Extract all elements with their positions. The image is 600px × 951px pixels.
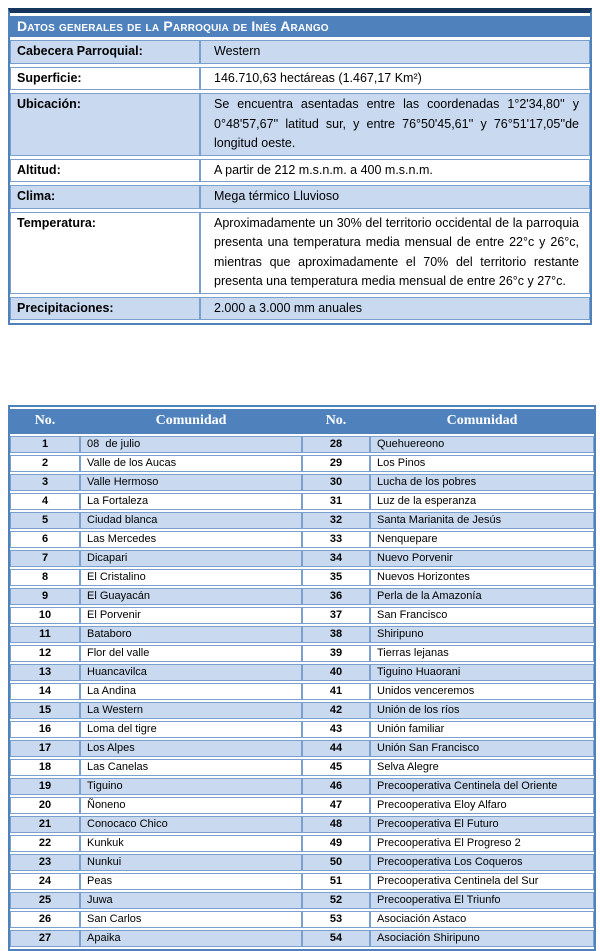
community-name-cell: Conocaco Chico [80, 816, 302, 833]
community-number-cell: 49 [302, 835, 370, 852]
community-table-row [10, 588, 594, 605]
community-number-cell: 7 [10, 550, 80, 567]
community-name-cell: Ñoneno [80, 797, 302, 814]
community-table-row [10, 512, 594, 529]
community-number-cell: 43 [302, 721, 370, 738]
community-number-cell: 53 [302, 911, 370, 928]
community-name-cell: Nunkui [80, 854, 302, 871]
community-name-cell: Nenquepare [370, 531, 594, 548]
community-number-cell: 37 [302, 607, 370, 624]
community-table-row [10, 455, 594, 472]
community-number-cell: 5 [10, 512, 80, 529]
community-name-cell: Asociación Shiripuno [370, 930, 594, 947]
info-row-value: Mega térmico Lluvioso [200, 185, 590, 209]
community-number-cell: 9 [10, 588, 80, 605]
community-number-cell: 25 [10, 892, 80, 909]
community-name-cell: Unidos venceremos [370, 683, 594, 700]
community-name-cell: El Cristalino [80, 569, 302, 586]
community-table-row [10, 721, 594, 738]
community-number-cell: 36 [302, 588, 370, 605]
community-number-cell: 38 [302, 626, 370, 643]
info-row-label: Superficie: [10, 67, 200, 91]
info-row-label: Ubicación: [10, 93, 200, 156]
community-name-cell: Valle Hermoso [80, 474, 302, 491]
general-data-table [8, 8, 592, 325]
community-number-cell: 33 [302, 531, 370, 548]
community-table-row [10, 873, 594, 890]
community-number-cell: 45 [302, 759, 370, 776]
general-data-title-row [10, 16, 590, 37]
community-name-cell: Juwa [80, 892, 302, 909]
community-table-row [10, 759, 594, 776]
info-row-value: Se encuentra asentadas entre las coordenadas 1°2'34,80'' y 0°48'57,67'' latitud sur, y entre 76°50'45,61'' y 76°51'17,05''de longitud oeste. [200, 93, 590, 156]
info-row-value: A partir de 212 m.s.n.m. a 400 m.s.n.m. [200, 159, 590, 183]
community-name-cell: Santa Marianita de Jesús [370, 512, 594, 529]
community-number-cell: 54 [302, 930, 370, 947]
community-name-cell: Loma del tigre [80, 721, 302, 738]
community-name-cell: Quehuereono [370, 436, 594, 453]
community-name-cell: Asociación Astaco [370, 911, 594, 928]
community-name-cell: Huancavilca [80, 664, 302, 681]
community-number-cell: 44 [302, 740, 370, 757]
community-table-row [10, 607, 594, 624]
community-number-cell: 3 [10, 474, 80, 491]
community-table-row [10, 740, 594, 757]
community-name-cell: Precooperativa Los Coqueros [370, 854, 594, 871]
community-name-cell: Shiripuno [370, 626, 594, 643]
community-number-cell: 6 [10, 531, 80, 548]
community-table-row [10, 854, 594, 871]
info-row-label: Altitud: [10, 159, 200, 183]
community-name-cell: Los Alpes [80, 740, 302, 757]
community-number-cell: 13 [10, 664, 80, 681]
community-number-cell: 50 [302, 854, 370, 871]
community-name-cell: Las Canelas [80, 759, 302, 776]
info-table-row [10, 185, 590, 209]
community-number-cell: 8 [10, 569, 80, 586]
community-name-cell: Bataboro [80, 626, 302, 643]
community-number-cell: 32 [302, 512, 370, 529]
community-number-cell: 16 [10, 721, 80, 738]
community-table-row [10, 911, 594, 928]
community-table-row [10, 493, 594, 510]
info-row-value: Western [200, 40, 590, 64]
community-name-cell: La Western [80, 702, 302, 719]
community-table-row [10, 474, 594, 491]
community-name-cell: Precooperativa Centinela del Oriente [370, 778, 594, 795]
column-header-no-2: No. [302, 409, 370, 434]
community-number-cell: 21 [10, 816, 80, 833]
community-table-row [10, 626, 594, 643]
community-number-cell: 18 [10, 759, 80, 776]
info-table-row [10, 159, 590, 183]
community-number-cell: 47 [302, 797, 370, 814]
community-number-cell: 51 [302, 873, 370, 890]
community-number-cell: 22 [10, 835, 80, 852]
community-name-cell: Valle de los Aucas [80, 455, 302, 472]
community-name-cell: La Andina [80, 683, 302, 700]
community-name-cell: Precooperativa El Triunfo [370, 892, 594, 909]
column-header-comunidad-1: Comunidad [80, 409, 302, 434]
community-name-cell: San Francisco [370, 607, 594, 624]
community-table-row [10, 436, 594, 453]
community-number-cell: 39 [302, 645, 370, 662]
community-number-cell: 17 [10, 740, 80, 757]
community-table-row [10, 645, 594, 662]
info-table-row [10, 93, 590, 156]
community-table-row [10, 892, 594, 909]
community-number-cell: 14 [10, 683, 80, 700]
community-number-cell: 11 [10, 626, 80, 643]
community-number-cell: 28 [302, 436, 370, 453]
community-name-cell: El Porvenir [80, 607, 302, 624]
community-name-cell: Selva Alegre [370, 759, 594, 776]
info-row-label: Precipitaciones: [10, 297, 200, 321]
community-name-cell: Unión familiar [370, 721, 594, 738]
community-number-cell: 52 [302, 892, 370, 909]
community-name-cell: Tiguino [80, 778, 302, 795]
community-name-cell: Unión de los ríos [370, 702, 594, 719]
column-header-comunidad-2: Comunidad [370, 409, 594, 434]
community-name-cell: Nuevos Horizontes [370, 569, 594, 586]
community-name-cell: Apaika [80, 930, 302, 947]
community-name-cell: Precooperativa El Progreso 2 [370, 835, 594, 852]
community-name-cell: Lucha de los pobres [370, 474, 594, 491]
community-number-cell: 24 [10, 873, 80, 890]
community-name-cell: Precooperativa Eloy Alfaro [370, 797, 594, 814]
community-name-cell: Precooperativa El Futuro [370, 816, 594, 833]
community-name-cell: Tierras lejanas [370, 645, 594, 662]
community-number-cell: 46 [302, 778, 370, 795]
community-name-cell: San Carlos [80, 911, 302, 928]
community-number-cell: 27 [10, 930, 80, 947]
community-table-row [10, 816, 594, 833]
community-number-cell: 4 [10, 493, 80, 510]
community-number-cell: 30 [302, 474, 370, 491]
community-number-cell: 40 [302, 664, 370, 681]
info-row-label: Cabecera Parroquial: [10, 40, 200, 64]
communities-header-row [10, 409, 594, 434]
info-table-row [10, 40, 590, 64]
community-number-cell: 42 [302, 702, 370, 719]
community-name-cell: Precooperativa Centinela del Sur [370, 873, 594, 890]
community-number-cell: 34 [302, 550, 370, 567]
community-name-cell: Nuevo Porvenir [370, 550, 594, 567]
community-number-cell: 35 [302, 569, 370, 586]
info-table-row [10, 212, 590, 294]
community-number-cell: 15 [10, 702, 80, 719]
info-row-value: 146.710,63 hectáreas (1.467,17 Km²) [200, 67, 590, 91]
column-header-no-1: No. [10, 409, 80, 434]
community-number-cell: 29 [302, 455, 370, 472]
community-table-row [10, 531, 594, 548]
community-name-cell: Kunkuk [80, 835, 302, 852]
community-number-cell: 23 [10, 854, 80, 871]
community-name-cell: Tiguino Huaorani [370, 664, 594, 681]
community-name-cell: La Fortaleza [80, 493, 302, 510]
community-number-cell: 10 [10, 607, 80, 624]
community-name-cell: Las Mercedes [80, 531, 302, 548]
community-table-row [10, 569, 594, 586]
info-row-value: Aproximadamente un 30% del territorio occidental de la parroquia presenta una temperatura media mensual de entre 22°c y 26°c, mientras que aproximadamente el 70% del territorio restante presenta una temperatura media mensual de entre 26°c y 27°c. [200, 212, 590, 294]
community-name-cell: Flor del valle [80, 645, 302, 662]
community-number-cell: 26 [10, 911, 80, 928]
community-name-cell: Ciudad blanca [80, 512, 302, 529]
community-name-cell: Luz de la esperanza [370, 493, 594, 510]
community-name-cell: Perla de la Amazonía [370, 588, 594, 605]
community-name-cell: Dicapari [80, 550, 302, 567]
community-name-cell: Peas [80, 873, 302, 890]
community-name-cell: 08 de julio [80, 436, 302, 453]
community-name-cell: Unión San Francisco [370, 740, 594, 757]
general-data-title: Datos generales de la Parroquia de Inés Arango [10, 16, 590, 37]
community-table-row [10, 550, 594, 567]
communities-table [8, 405, 596, 951]
info-row-label: Clima: [10, 185, 200, 209]
info-row-value: 2.000 a 3.000 mm anuales [200, 297, 590, 321]
info-table-row [10, 67, 590, 91]
info-table-row [10, 297, 590, 321]
community-table-row [10, 797, 594, 814]
community-number-cell: 41 [302, 683, 370, 700]
community-table-row [10, 683, 594, 700]
community-number-cell: 31 [302, 493, 370, 510]
community-number-cell: 1 [10, 436, 80, 453]
info-row-label: Temperatura: [10, 212, 200, 294]
community-number-cell: 2 [10, 455, 80, 472]
community-table-row [10, 835, 594, 852]
community-table-row [10, 930, 594, 947]
community-table-row [10, 664, 594, 681]
community-table-row [10, 778, 594, 795]
community-number-cell: 20 [10, 797, 80, 814]
community-number-cell: 12 [10, 645, 80, 662]
community-name-cell: Los Pinos [370, 455, 594, 472]
community-table-row [10, 702, 594, 719]
community-number-cell: 48 [302, 816, 370, 833]
community-number-cell: 19 [10, 778, 80, 795]
community-name-cell: El Guayacán [80, 588, 302, 605]
